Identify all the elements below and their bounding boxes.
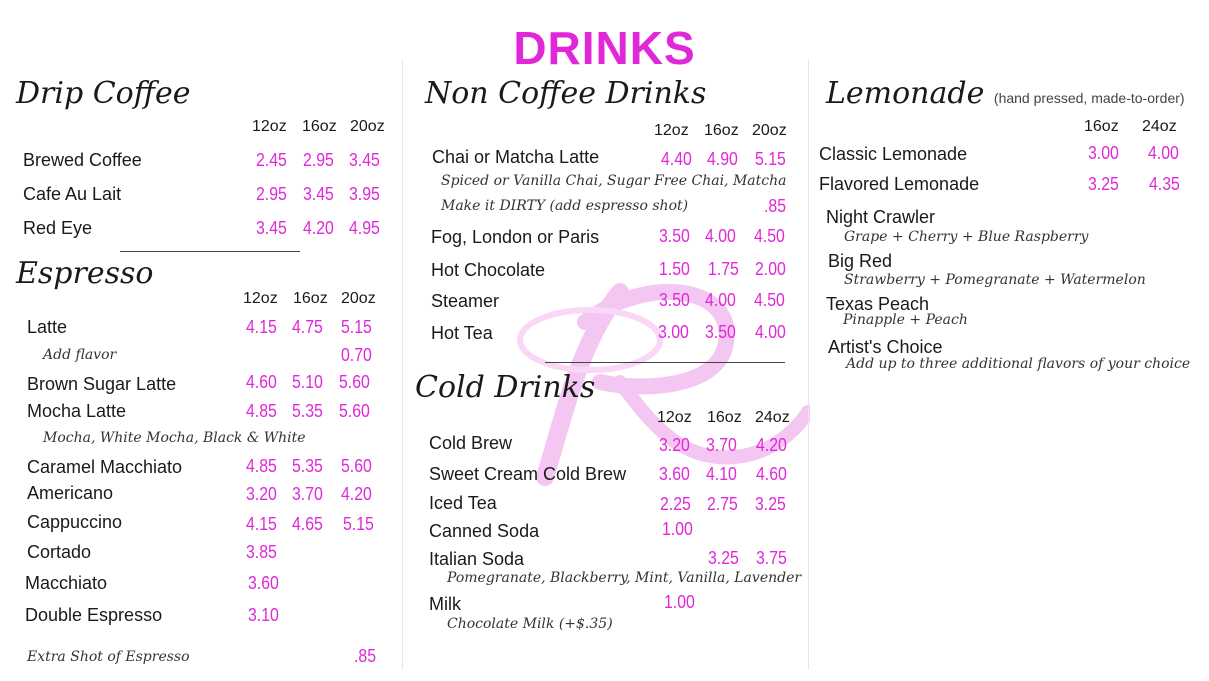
size-header: 16oz [707,409,742,426]
menu-item-price: 3.10 [248,605,279,625]
menu-item-price: .85 [354,646,377,666]
section-title-espresso: Espresso [16,256,154,291]
menu-item-price: 5.35 [292,401,323,421]
menu-item-price: 4.00 [705,226,736,246]
flavor-description: Pinapple + Peach [843,312,968,328]
menu-item-note: Chocolate Milk (+$.35) [447,616,613,632]
size-header: 12oz [654,122,689,139]
menu-item-price: 4.00 [1148,143,1179,163]
size-header: 16oz [293,290,328,307]
section-note: (hand pressed, made-to-order) [993,90,1185,106]
menu-item-price: 4.20 [341,484,372,504]
menu-item-price: 0.70 [341,345,372,365]
column-divider-right [808,60,809,670]
menu-item-price: 3.20 [659,435,690,455]
menu-item-name: Caramel Macchiato [27,457,183,477]
menu-item-name: Double Espresso [25,605,163,625]
size-header: 24oz [1142,118,1177,135]
section-divider [545,362,785,363]
menu-item-name: Hot Tea [431,323,493,343]
menu-item-price: 3.45 [349,150,380,170]
flavor-description: Grape + Cherry + Blue Raspberry [844,229,1089,245]
menu-item-name: Cappuccino [27,512,123,532]
size-header: 16oz [302,118,337,135]
menu-item-name: Red Eye [23,218,93,238]
menu-item-price: 3.60 [248,573,279,593]
size-header: 20oz [350,118,385,135]
size-header: 16oz [1084,118,1119,135]
menu-item-price: 2.95 [303,150,334,170]
menu-item-price: 5.35 [292,456,323,476]
menu-item-price: 3.25 [755,494,786,514]
menu-item-name: Milk [429,594,461,614]
menu-item-name: Cortado [27,542,92,562]
flavor-name: Night Crawler [826,207,936,227]
menu-item-price: 5.60 [339,372,370,392]
menu-item-note: Spiced or Vanilla Chai, Sugar Free Chai, Matcha [441,173,787,189]
menu-item-price: 4.65 [292,514,323,534]
menu-item-name: Chai or Matcha Latte [432,147,600,167]
menu-item-price: 4.00 [705,290,736,310]
menu-item-price: 3.45 [256,218,287,238]
menu-item-price: 3.25 [708,548,739,568]
menu-item-name: Cafe Au Lait [23,184,122,204]
menu-item-name: Iced Tea [429,493,497,513]
menu-item-price: 5.60 [341,456,372,476]
menu-item-price: 3.20 [246,484,277,504]
menu-item-price: 3.95 [349,184,380,204]
menu-item-note: Add flavor [43,347,117,363]
menu-item-note: Extra Shot of Espresso [27,649,190,665]
size-header: 12oz [252,118,287,135]
menu-item-name: Fog, London or Paris [431,227,600,247]
menu-item-price: 4.00 [755,322,786,342]
menu-item-price: 3.60 [659,464,690,484]
menu-item-name: Sweet Cream Cold Brew [429,464,627,484]
section-title-cold-drinks: Cold Drinks [415,370,596,405]
menu-item-price: 4.60 [756,464,787,484]
menu-item-price: 3.70 [292,484,323,504]
menu-item-name: Macchiato [25,573,108,593]
size-header: 20oz [341,290,376,307]
section-title-non-coffee: Non Coffee Drinks [425,76,707,111]
column-divider-left [402,60,403,670]
menu-item-price: 2.00 [755,259,786,279]
menu-item-price: 4.90 [707,149,738,169]
menu-item-price: 5.60 [339,401,370,421]
menu-item-price: 3.50 [659,290,690,310]
menu-item-price: 3.70 [706,435,737,455]
section-title-text: Lemonade [826,76,985,111]
menu-item-price: 1.00 [662,519,693,539]
menu-item-price: 5.15 [341,317,372,337]
menu-item-price: 2.45 [256,150,287,170]
flavor-name: Texas Peach [826,294,930,314]
menu-item-price: 4.10 [706,464,737,484]
menu-item-price: 5.15 [343,514,374,534]
menu-item-name: Canned Soda [429,521,540,541]
size-header: 12oz [657,409,692,426]
menu-item-name: Americano [27,483,114,503]
flavor-name: Big Red [828,251,893,271]
menu-title: DRINKS [513,22,696,74]
size-header: 20oz [752,122,787,139]
menu-item-price: 4.50 [754,226,785,246]
menu-item-price: 3.75 [756,548,787,568]
menu-item-note: Mocha, White Mocha, Black & White [43,430,306,446]
size-header: 12oz [243,290,278,307]
menu-item-price: 3.85 [246,542,277,562]
menu-item-name: Mocha Latte [27,401,127,421]
menu-item-name: Latte [27,317,68,337]
menu-item-price: 1.50 [659,259,690,279]
menu-item-price: 4.15 [246,514,277,534]
flavor-name: Artist's Choice [828,337,943,357]
menu-item-name: Steamer [431,291,500,311]
flavor-description: Strawberry + Pomegranate + Watermelon [844,272,1146,288]
menu-item-price: 4.20 [756,435,787,455]
menu-item-price: 1.00 [664,592,695,612]
section-divider [120,251,300,252]
menu-item-price: 4.20 [303,218,334,238]
menu-item-name: Brown Sugar Latte [27,374,177,394]
menu-item-price: 4.95 [349,218,380,238]
menu-item-price: 3.00 [658,322,689,342]
menu-item-price: 4.85 [246,401,277,421]
section-title-lemonade [826,76,1185,116]
menu-item-note: Pomegranate, Blackberry, Mint, Vanilla, Lavender [447,570,802,586]
menu-item-name: Italian Soda [429,549,525,569]
menu-item-name: Flavored Lemonade [819,174,980,194]
menu-item-price: 4.35 [1149,174,1180,194]
menu-item-price: 3.50 [659,226,690,246]
menu-item-name: Brewed Coffee [23,150,142,170]
menu-item-name: Classic Lemonade [819,144,968,164]
menu-item-price: 4.40 [661,149,692,169]
menu-item-price: 3.00 [1088,143,1119,163]
menu-item-price: 4.50 [754,290,785,310]
menu-item-price: 4.60 [246,372,277,392]
menu-item-note: Make it DIRTY (add espresso shot) [441,198,689,214]
menu-item-price: 1.75 [708,259,739,279]
menu-item-price: 5.15 [755,149,786,169]
menu-item-price: 3.25 [1088,174,1119,194]
size-header: 24oz [755,409,790,426]
menu-item-price: 4.15 [246,317,277,337]
menu-item-price: 2.25 [660,494,691,514]
menu-item-price: .85 [764,196,787,216]
menu-item-price: 3.45 [303,184,334,204]
menu-item-name: Cold Brew [429,433,513,453]
menu-item-price: 4.75 [292,317,323,337]
menu-item-price: 4.85 [246,456,277,476]
menu-item-price: 5.10 [292,372,323,392]
size-header: 16oz [704,122,739,139]
flavor-description: Add up to three additional flavors of your choice [846,356,1191,372]
menu-item-price: 2.95 [256,184,287,204]
menu-item-price: 3.50 [705,322,736,342]
section-title-drip-coffee: Drip Coffee [16,76,191,111]
menu-item-price: 2.75 [707,494,738,514]
menu-item-name: Hot Chocolate [431,260,546,280]
